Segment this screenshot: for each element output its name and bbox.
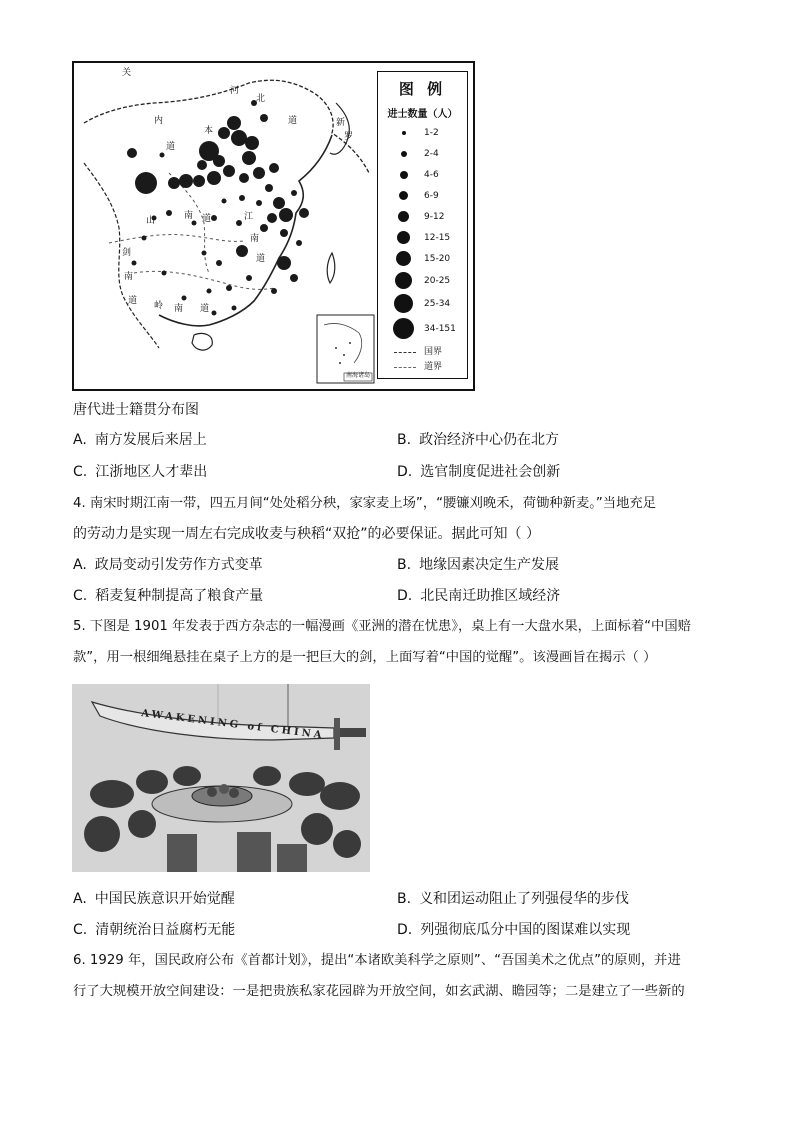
region-label: 道 [288, 116, 298, 126]
legend-label: 12-15 [424, 233, 451, 243]
option-letter: A. [73, 432, 87, 448]
option-text: 中国民族意识开始觉醒 [94, 891, 235, 907]
cartoon-illustration [72, 684, 370, 872]
legend-label: 25-34 [424, 299, 451, 309]
q5-option-d [397, 920, 630, 940]
region-label: 道 [256, 254, 266, 264]
legend-item [378, 322, 467, 344]
region-label: 南 [174, 304, 184, 314]
option-text: 江浙地区人才辈出 [95, 464, 208, 480]
legend-item [378, 168, 467, 190]
option-letter: A. [73, 557, 87, 573]
region-label: 道 [202, 214, 212, 224]
region-label: 关 [122, 68, 132, 78]
option-text: 列强彻底瓜分中国的图谋难以实现 [420, 922, 631, 938]
option-letter: A. [73, 891, 87, 907]
q4-option-a [73, 555, 263, 575]
option-text: 北民南迁助推区域经济 [420, 588, 561, 604]
option-letter: D. [397, 464, 413, 480]
option-text: 政局变动引发劳作方式变革 [94, 557, 263, 573]
legend-line [394, 352, 416, 353]
q3-option-b [397, 430, 559, 450]
legend-item [378, 297, 467, 319]
legend-dot [393, 318, 414, 339]
region-label: 南 [250, 234, 260, 244]
map-caption: 唐代进士籍贯分布图 [73, 402, 199, 418]
legend-dot [400, 171, 408, 179]
legend-dot [395, 272, 412, 289]
option-text: 义和团运动阻止了列强侵华的步伐 [419, 891, 630, 907]
q4-stem-line1: 4. 南宋时期江南一带，四五月间“处处稻分秧，家家麦上场”，“腰镰刈晚禾，荷锄种新麦。”当地充足 [73, 496, 656, 511]
q3-option-a [73, 430, 207, 450]
q6-stem-line1: 6. 1929 年，国民政府公布《首都计划》，提出“本诸欧美科学之原则”、“吾国美术之优点”的原则，并进 [73, 953, 681, 968]
q4-option-b [397, 555, 559, 575]
legend-dot [402, 131, 406, 135]
legend-item [378, 210, 467, 232]
legend-label: 4-6 [424, 170, 439, 180]
legend-label: 20-25 [424, 276, 451, 286]
q4-stem-line2: 的劳动力是实现一周左右完成收麦与秧稻“双抢”的必要保证。据此可知（ ） [73, 526, 540, 542]
legend-item [378, 231, 467, 253]
option-letter: C. [73, 922, 88, 938]
q6-stem-line2: 行了大规模开放空间建设：一是把贵族私家花园辟为开放空间，如玄武湖、瞻园等；二是建立了一些新的 [73, 984, 685, 999]
region-label: 河 [230, 86, 240, 96]
legend-subtitle: 进士数量（人） [387, 109, 458, 120]
legend-item [378, 346, 467, 360]
inset-label: 南海诸岛 [346, 372, 371, 379]
q5-option-c [73, 920, 235, 940]
option-text: 选官制度促进社会创新 [420, 464, 561, 480]
legend-label: 6-9 [424, 191, 439, 201]
region-label: 新 [336, 118, 346, 128]
legend-label: 9-12 [424, 212, 445, 222]
region-label: 南 [124, 272, 134, 282]
region-label: 道 [128, 296, 138, 306]
q5-stem-line2: 款”，用一根细绳悬挂在桌子上方的是一把巨大的剑，上面写着“中国的觉醒”。该漫画旨在揭示（ ） [73, 650, 657, 665]
q3-option-c [73, 462, 207, 482]
q5-option-a [73, 889, 235, 909]
legend-dot [397, 231, 410, 244]
legend-label: 34-151 [424, 324, 456, 334]
tang-jinshi-map [72, 61, 475, 391]
option-text: 政治经济中心仍在北方 [419, 432, 560, 448]
legend-label: 2-4 [424, 149, 439, 159]
legend-dot [398, 211, 409, 222]
option-letter: B. [397, 891, 412, 907]
sword-inscription: AWAKENING of CHINA [140, 708, 325, 742]
option-text: 南方发展后来居上 [94, 432, 207, 448]
legend-label: 国界 [424, 347, 443, 357]
region-label: 岭 [154, 301, 164, 311]
jinshi-dots [127, 100, 309, 316]
legend-item [378, 252, 467, 274]
region-label: 剑 [122, 248, 132, 258]
legend-dot [394, 294, 413, 313]
region-label: 罗 [344, 132, 354, 142]
legend-line [394, 367, 416, 368]
option-letter: C. [73, 588, 88, 604]
region-label: 南 [184, 211, 194, 221]
legend-item [378, 147, 467, 169]
q4-option-c [73, 586, 263, 606]
region-label: 道 [166, 142, 176, 152]
legend-label: 15-20 [424, 254, 451, 264]
legend-item [378, 126, 467, 148]
option-letter: B. [397, 557, 412, 573]
option-text: 地缘因素决定生产发展 [419, 557, 560, 573]
option-letter: D. [397, 922, 413, 938]
legend-label: 道界 [424, 362, 443, 372]
q5-stem-line1: 5. 下图是 1901 年发表于西方杂志的一幅漫画《亚洲的潜在忧患》，桌上有一大盘水果，上面标着“中国赔 [73, 619, 691, 634]
region-label: 山 [146, 216, 156, 226]
legend-dot [396, 251, 411, 266]
legend-item [378, 189, 467, 211]
region-label: 内 [154, 116, 164, 126]
option-letter: B. [397, 432, 412, 448]
cartoon-drawing [72, 684, 370, 872]
legend-dot [399, 191, 408, 200]
legend-item [378, 274, 467, 296]
map-legend [377, 71, 468, 379]
legend-dot [401, 151, 407, 157]
option-letter: D. [397, 588, 413, 604]
region-label: 北 [256, 94, 266, 104]
legend-title: 图 例 [398, 80, 447, 98]
region-label: 本 [204, 126, 214, 136]
option-letter: C. [73, 464, 88, 480]
legend-item [378, 361, 467, 375]
q4-option-d [397, 586, 560, 606]
option-text: 清朝统治日益腐朽无能 [95, 922, 236, 938]
q3-option-d [397, 462, 560, 482]
region-label: 道 [200, 304, 210, 314]
region-label: 江 [244, 212, 254, 222]
legend-label: 1-2 [424, 128, 439, 138]
q5-option-b [397, 889, 629, 909]
option-text: 稻麦复种制提高了粮食产量 [95, 588, 264, 604]
